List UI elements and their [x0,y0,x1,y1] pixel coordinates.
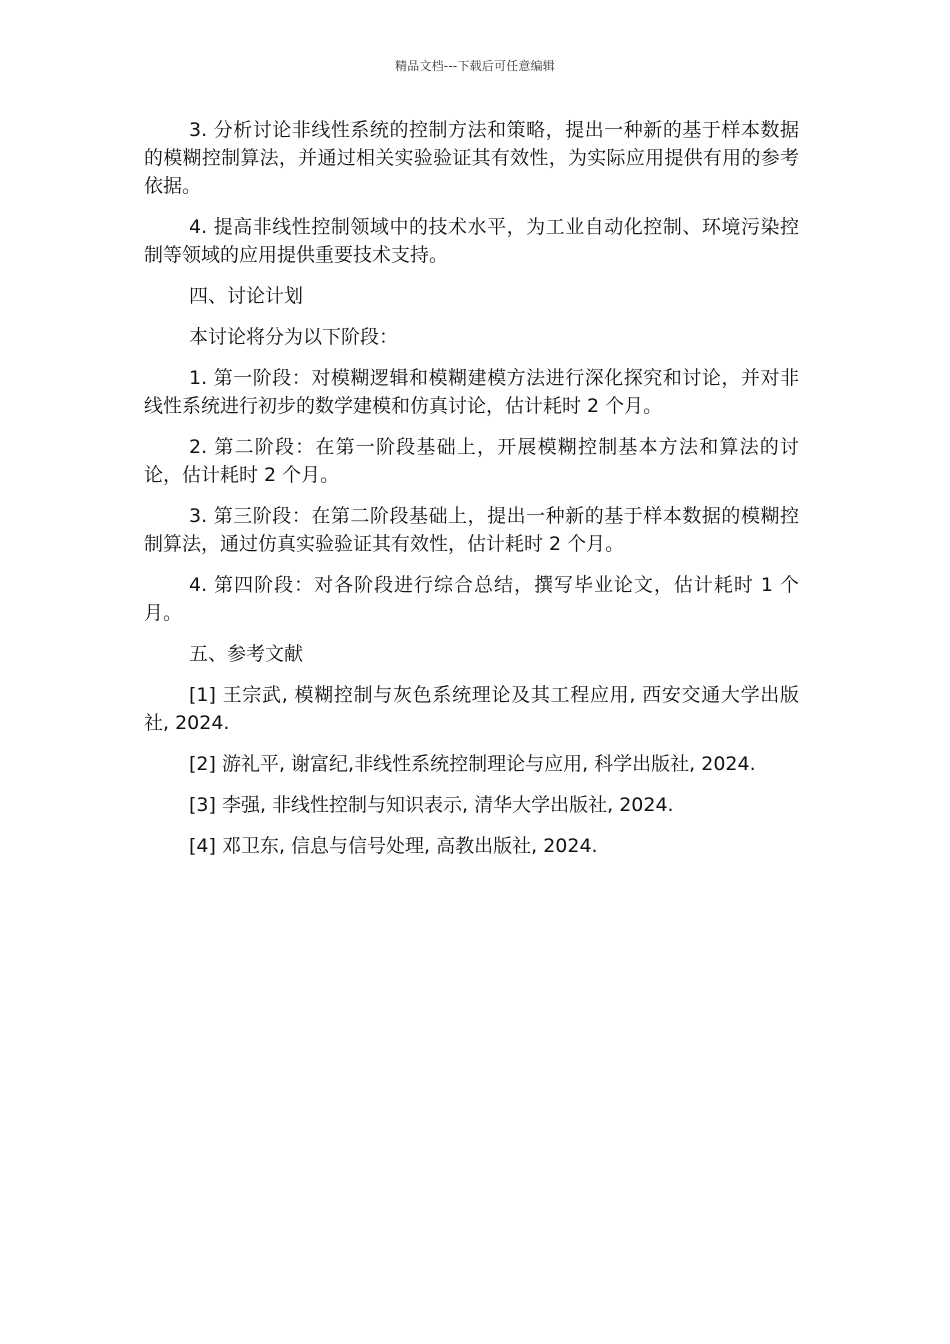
section-heading-references: 五、参考文献 [189,643,304,665]
document-body [144,116,799,873]
plan-stage-4: 4. 第四阶段：对各阶段进行综合总结，撰写毕业论文，估计耗时 1 个月。 [144,574,799,624]
section-heading-plan: 四、讨论计划 [189,285,304,307]
objective-4: 4. 提高非线性控制领域中的技术水平，为工业自动化控制、环境污染控制等领域的应用提供重要技术支持。 [144,216,799,266]
reference-item-3: [3] 李强, 非线性控制与知识表示, 清华大学出版社, 2024. [189,794,674,816]
plan-stage-1: 1. 第一阶段：对模糊逻辑和模糊建模方法进行深化探究和讨论，并对非线性系统进行初步的数学建模和仿真讨论，估计耗时 2 个月。 [144,367,799,417]
plan-intro: 本讨论将分为以下阶段： [189,326,399,348]
reference-item-2: [2] 游礼平, 谢富纪,非线性系统控制理论与应用, 科学出版社, 2024. [189,753,756,775]
reference-item-4: [4] 邓卫东, 信息与信号处理, 高教出版社, 2024. [189,835,598,857]
plan-stage-2: 2. 第二阶段：在第一阶段基础上，开展模糊控制基本方法和算法的讨论，估计耗时 2 个月。 [144,436,799,486]
page-header: 精品文档---下载后可任意编辑 [395,59,555,73]
objective-3: 3. 分析讨论非线性系统的控制方法和策略，提出一种新的基于样本数据的模糊控制算法，并通过相关实验验证其有效性，为实际应用提供有用的参考依据。 [144,119,799,197]
reference-item-1: [1] 王宗武, 模糊控制与灰色系统理论及其工程应用, 西安交通大学出版社, 2024. [144,684,799,734]
plan-stage-3: 3. 第三阶段：在第二阶段基础上，提出一种新的基于样本数据的模糊控制算法，通过仿真实验验证其有效性，估计耗时 2 个月。 [144,505,799,555]
